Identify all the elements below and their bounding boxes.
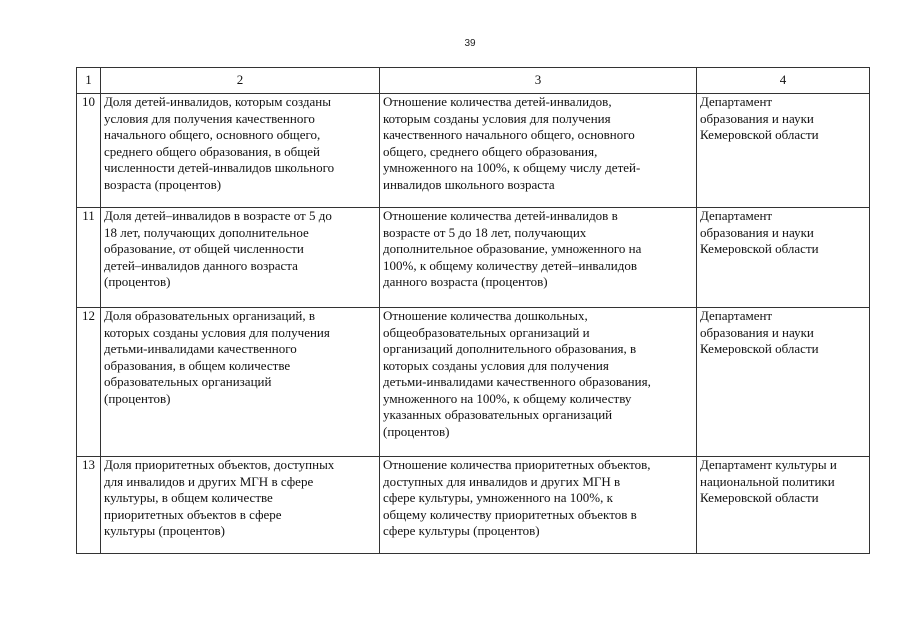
responsible-cell [697,94,870,208]
responsible-cell [697,308,870,457]
responsible-cell [697,208,870,308]
column-header-3: 3 [380,68,697,94]
indicator-text: Доля детей-инвалидов, которым созданы условия для получения качественного начального общего, основного общего, среднего общего образования, в общей численности детей-инвалидов школьного возраста (процентов) [104,94,335,192]
table-header-row [77,68,870,94]
indicator-cell [101,457,380,554]
method-cell [380,308,697,457]
method-cell [380,94,697,208]
method-cell [380,457,697,554]
table-row [77,457,870,554]
indicator-cell [101,94,380,208]
indicator-text: Доля детей–инвалидов в возрасте от 5 до 18 лет, получающих дополнительное образование, от общей численности детей–инвалидов данного возраста (процентов) [104,208,332,289]
method-text: Отношение количества детей-инвалидов, которым созданы условия для получения качественного начального общего, основного общего, среднего общего образования, умноженного на 100%, к общему числу детей- инвалидов школьного возраста [383,94,641,192]
row-number: 11 [77,208,101,308]
row-number: 10 [77,94,101,208]
column-header-4: 4 [697,68,870,94]
method-cell [380,208,697,308]
page-number: 39 [464,38,476,49]
indicator-cell [101,208,380,308]
responsible-text: Департамент образования и науки Кемеровской области [700,94,819,142]
indicator-cell [101,308,380,457]
method-text: Отношение количества приоритетных объектов, доступных для инвалидов и других МГН в сфере культуры, умноженного на 100%, к общему количеству приоритетных объектов в сфере культуры (процентов) [383,457,651,538]
table-row [77,94,870,208]
table-row [77,208,870,308]
row-number: 12 [77,308,101,457]
column-header-1: 1 [77,68,101,94]
method-text: Отношение количества детей-инвалидов в возрасте от 5 до 18 лет, получающих дополнительное образование, умноженного на 100%, к общему количеству детей–инвалидов данного возраста (процентов) [383,208,642,289]
table-row [77,308,870,457]
indicator-text: Доля образовательных организаций, в которых созданы условия для получения детьми-инвалидами качественного образования, в общем количестве образовательных организаций (процентов) [104,308,330,406]
row-number: 13 [77,457,101,554]
method-text: Отношение количества дошкольных, общеобразовательных организаций и организаций дополнительного образования, в которых созданы условия для получения детьми-инвалидами качественного образования, умноженного на 100%, к общему количеству указанных образовательных организаций (процентов) [383,308,651,439]
indicators-table [76,67,870,554]
responsible-text: Департамент образования и науки Кемеровской области [700,308,819,356]
column-header-2: 2 [101,68,380,94]
responsible-text: Департамент образования и науки Кемеровской области [700,208,819,256]
indicator-text: Доля приоритетных объектов, доступных для инвалидов и других МГН в сфере культуры, в общем количестве приоритетных объектов в сфере культуры (процентов) [104,457,335,538]
responsible-text: Департамент культуры и национальной политики Кемеровской области [700,457,837,505]
responsible-cell [697,457,870,554]
